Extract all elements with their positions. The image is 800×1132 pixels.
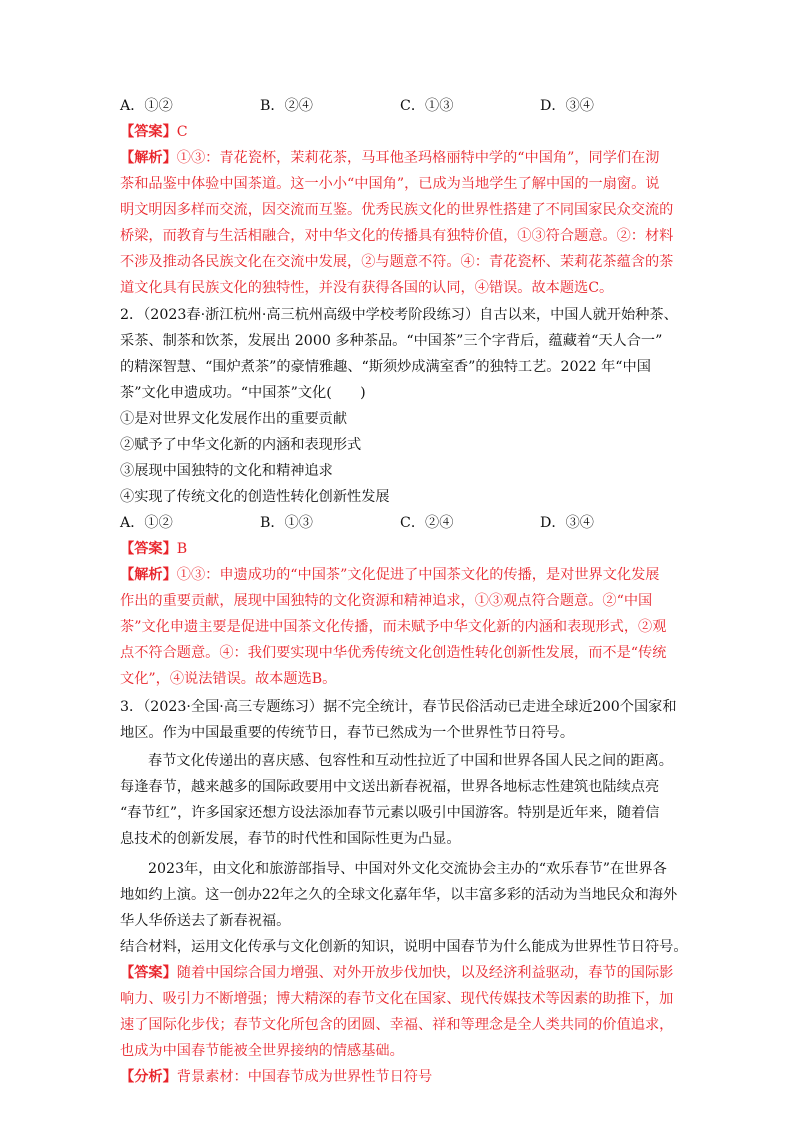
q1-answer <box>120 122 188 142</box>
q2-analysis-line-3: 茶”文化申遗主要是促进中国茶文化传播，而未赋予中华文化新的内涵和表现形式，②观 <box>120 619 667 635</box>
q2-stem-line-4: 茶”文化申遗成功。“中国茶”文化( ) <box>120 385 366 401</box>
q3-question: 结合材料，运用文化传承与文化创新的知识，说明中国春节为什么能成为世界性节日符号。 <box>120 939 688 955</box>
q3-answer-line-4: 也成为中国春节能被全世界接纳的情感基础。 <box>120 1043 404 1059</box>
q2-stem-line-2: 采茶、制茶和饮茶，发展出 2000 多种茶品。“中国茶”三个字背后，蕴藏着“天人合一” <box>120 333 663 349</box>
q1-analysis-line-4: 桥梁，而教育与生活相融合，对中华文化的传播具有独特价值，①③符合题意。②：材料 <box>120 228 674 244</box>
q1-option-a: A．①② <box>120 98 173 114</box>
q2-option-c: C．②④ <box>400 515 454 531</box>
q2-analysis-line-1: 【解析】①③：申遗成功的“中国茶”文化促进了中国茶文化的传播，是对世界文化发展 <box>120 567 660 583</box>
q2-answer <box>120 539 187 559</box>
q3-para1-line-1: 春节文化传递出的喜庆感、包容性和互动性拉近了中国和世界各国人民之间的距离。 <box>148 753 673 769</box>
q1-answer-value: C <box>176 124 188 140</box>
q2-analysis-line-5: 文化”，④说法错误。故本题选B。 <box>120 671 337 687</box>
q2-stem-line-1: 2．（2023春·浙江杭州·高三杭州高级中学校考阶段练习）自古以来，中国人就开始种茶、 <box>120 307 678 323</box>
q1-analysis-line-3: 明文明因多样而交流，因交流而互鉴。优秀民族文化的世界性搭建了不同国家民众交流的 <box>120 202 674 218</box>
q3-para2-line-3: 华人华侨送去了新春祝福。 <box>120 913 291 929</box>
q3-fenxi-text: 背景素材：中国春节成为世界性节日符号 <box>176 1069 433 1085</box>
q3-answer-line-2: 响力、吸引力不断增强；博大精深的春节文化在国家、现代传媒技术等因素的助推下，加 <box>120 991 674 1007</box>
q3-answer-line-1: 【答案】随着中国综合国力增强、对外开放步伐加快，以及经济利益驱动，春节的国际影 <box>120 965 674 981</box>
q1-analysis-line-6: 道文化具有民族文化的独特性，并没有获得各国的认同，④错误。故本题选C。 <box>120 280 614 296</box>
q3-answer-line-3: 速了国际化步伐；春节文化所包含的团圆、幸福、祥和等理念是全人类共同的价值追求， <box>120 1017 674 1033</box>
q1-option-d: D．③④ <box>540 98 594 114</box>
q1-analysis-line-2: 茶和品鉴中体验中国茶道。这一小小“中国角”，已成为当地学生了解中国的一扇窗。说 <box>120 176 660 192</box>
q2-analysis-line-4: 点不符合题意。④：我们要实现中华优秀传统文化创造性转化创新性发展，而不是“传统 <box>120 645 667 661</box>
q1-answer-label: 【答案】 <box>120 124 177 140</box>
q2-option-a: A．①② <box>120 515 173 531</box>
q2-answer-value: B <box>176 541 188 557</box>
q2-analysis-line-2: 作出的重要贡献，展现中国独特的文化资源和精神追求，①③观点符合题意。②“中国 <box>120 593 653 609</box>
q2-option-d: D．③④ <box>540 515 594 531</box>
q3-para2-line-1: 2023年，由文化和旅游部指导、中国对外文化交流协会主办的“欢乐春节”在世界各 <box>148 861 667 877</box>
q3-para1-line-4: 息技术的创新发展，春节的时代性和国际性更为凸显。 <box>120 831 461 847</box>
q2-answer-label: 【答案】 <box>120 541 177 557</box>
q2-stem-line-3: 的精深智慧、“围炉煮茶”的豪情雅趣、“斯须炒成满室香”的独特工艺。2022 年“中国 <box>120 359 651 375</box>
q3-fenxi <box>120 1067 432 1087</box>
q1-option-b: B．②④ <box>260 98 313 114</box>
q2-analysis-label: 【解析】 <box>120 567 177 583</box>
q3-para2-line-2: 地如约上演。这一创办22年之久的全球文化嘉年华，以丰富多彩的活动为当地民众和海外 <box>120 887 678 903</box>
q1-analysis-line-5: 不涉及推动各民族文化在交流中发展，②与题意不符。④：青花瓷杯、茉莉花茶蕴含的茶 <box>120 254 674 270</box>
q3-stem-line-2: 地区。作为中国最重要的传统节日，春节已然成为一个世界性节日符号。 <box>120 725 575 741</box>
q3-answer-label: 【答案】 <box>120 965 177 981</box>
q2-statement-2: ②赋予了中华文化新的内涵和表现形式 <box>120 437 362 453</box>
q2-option-b: B．①③ <box>260 515 313 531</box>
q2-statement-4: ④实现了传统文化的创造性转化创新性发展 <box>120 489 390 505</box>
q1-analysis-line-1: 【解析】①③：青花瓷杯，茉莉花茶，马耳他圣玛格丽特中学的“中国角”，同学们在沏 <box>120 150 660 166</box>
q3-para1-line-3: “春节红”，许多国家还想方设法添加春节元素以吸引中国游客。特别是近年来，随着信 <box>120 805 660 821</box>
q3-fenxi-label: 【分析】 <box>120 1069 177 1085</box>
q1-option-c: C．①③ <box>400 98 454 114</box>
q1-analysis-label: 【解析】 <box>120 150 177 166</box>
q2-statement-3: ③展现中国独特的文化和精神追求 <box>120 463 333 479</box>
q3-stem-line-1: 3．（2023·全国·高三专题练习）据不完全统计，春节民俗活动已走进全球近200个国家和 <box>120 699 677 715</box>
q3-para1-line-2: 每逢春节，越来越多的国际政要用中文送出新春祝福，世界各地标志性建筑也陆续点亮 <box>120 779 660 795</box>
q2-statement-1: ①是对世界文化发展作出的重要贡献 <box>120 411 348 427</box>
